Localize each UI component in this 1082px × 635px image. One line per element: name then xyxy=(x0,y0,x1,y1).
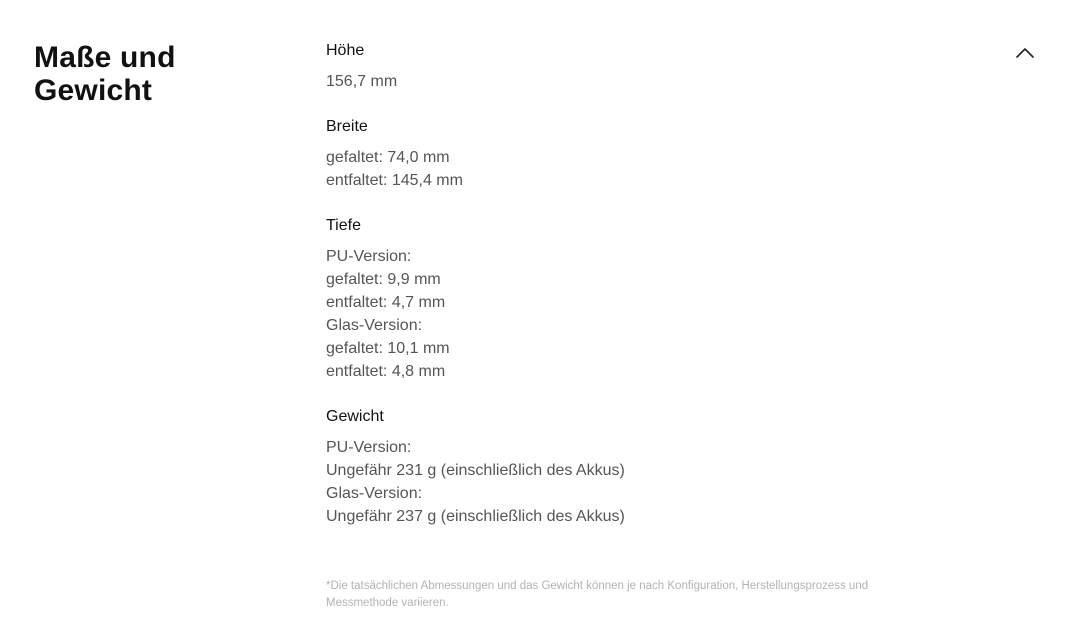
spec-value: entfaltet: 145,4 mm xyxy=(326,172,463,189)
spec-value: gefaltet: 10,1 mm xyxy=(326,340,450,357)
section-title xyxy=(34,41,264,107)
footnote-line2: Messmethode variieren. xyxy=(326,597,449,609)
collapse-button[interactable] xyxy=(1011,40,1039,64)
spec-value: gefaltet: 74,0 mm xyxy=(326,149,450,166)
spec-group-tiefe xyxy=(326,216,966,383)
spec-value: 156,7 mm xyxy=(326,73,398,90)
spec-value: entfaltet: 4,8 mm xyxy=(326,363,446,380)
spec-list xyxy=(326,41,966,552)
footnote xyxy=(326,578,946,612)
spec-value: Glas-Version: xyxy=(326,485,423,502)
spec-group-hoehe xyxy=(326,41,966,93)
spec-group-gewicht xyxy=(326,407,966,528)
spec-value: Glas-Version: xyxy=(326,317,423,334)
chevron-up-icon xyxy=(1015,46,1035,58)
section-title-line1: Maße und xyxy=(34,41,176,74)
spec-value: gefaltet: 9,9 mm xyxy=(326,271,441,288)
spec-label-hoehe: Höhe xyxy=(326,42,365,59)
spec-value: PU-Version: xyxy=(326,439,412,456)
spec-value: Ungefähr 231 g (einschließlich des Akkus) xyxy=(326,462,625,479)
section-title-line2: Gewicht xyxy=(34,74,153,107)
spec-value: PU-Version: xyxy=(326,248,412,265)
spec-label-tiefe: Tiefe xyxy=(326,217,361,234)
spec-value: Ungefähr 237 g (einschließlich des Akkus) xyxy=(326,508,625,525)
spec-label-breite: Breite xyxy=(326,118,368,135)
spec-label-gewicht: Gewicht xyxy=(326,408,384,425)
spec-value: entfaltet: 4,7 mm xyxy=(326,294,446,311)
footnote-line1: *Die tatsächlichen Abmessungen und das Gewicht können je nach Konfiguration, Herstellungsprozess und xyxy=(326,580,869,592)
spec-group-breite xyxy=(326,117,966,192)
